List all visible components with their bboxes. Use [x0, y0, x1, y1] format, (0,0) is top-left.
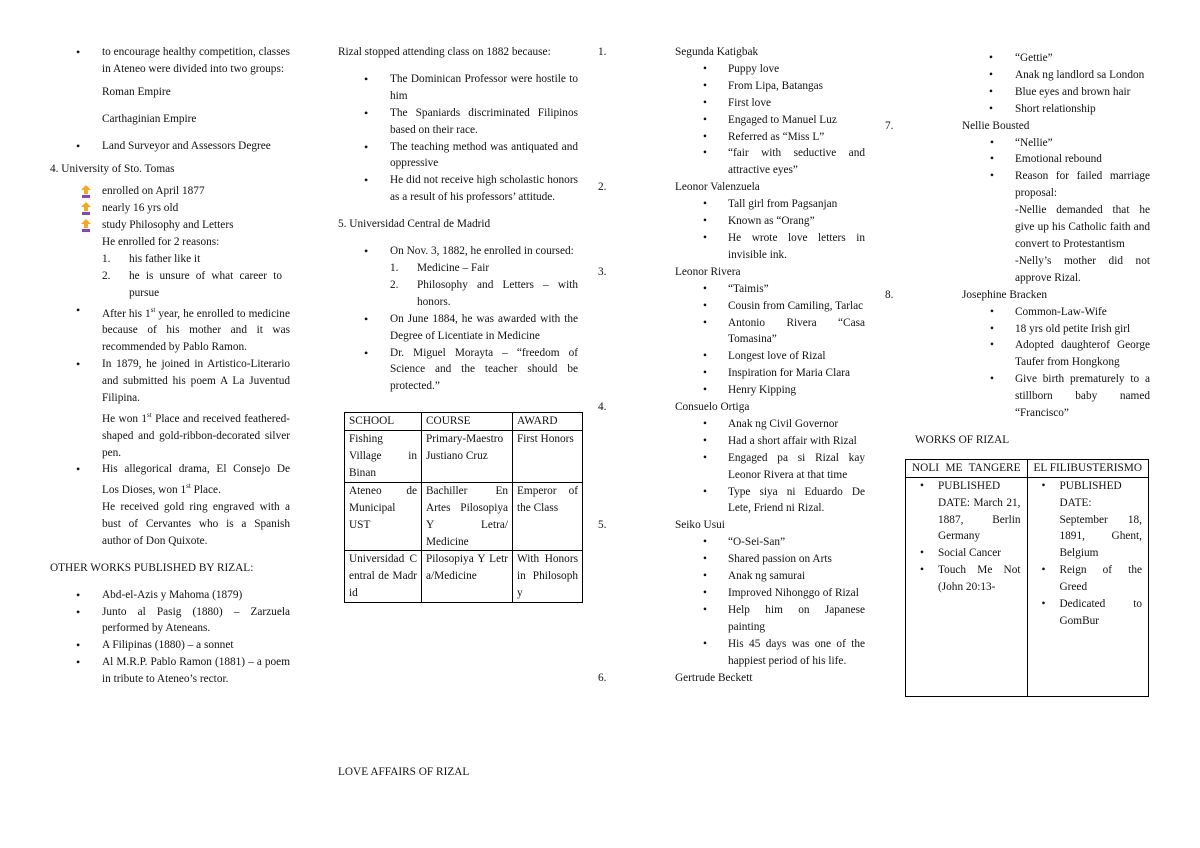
- affair-detail-item: • Cousin from Camiling, Tarlac: [650, 298, 865, 315]
- reason-text: he is unsure of what career to pursue: [129, 269, 282, 299]
- nellie-notes: [962, 202, 1150, 287]
- affair-detail-item: • Shared passion on Arts: [650, 551, 865, 568]
- affair-detail-item: • Short relationship: [905, 101, 1150, 118]
- arrow-star-icon: [80, 185, 92, 198]
- reason-item: [102, 251, 290, 268]
- noli-item: • PUBLISHED DATE: March 21, 1887, Berlin Germany: [912, 478, 1021, 546]
- stopped-reason-text: The teaching method was antiquated and oppressive: [390, 140, 578, 170]
- ust-star-text: enrolled on April 1877: [102, 185, 205, 198]
- affair-name: Consuelo Ortiga: [675, 401, 750, 414]
- column-4: [885, 50, 1150, 697]
- header-cell: AWARD: [513, 413, 583, 431]
- madrid-course: [390, 260, 578, 277]
- ring-award: He received gold ring engraved with a bust of Cervantes who is a Spanish author of Don Quixote.: [102, 501, 290, 547]
- reason-num: 2.: [102, 269, 111, 282]
- affair-item: 1. Segunda Katigbak • Puppy love • From Lipa, Batangas • First love • Engaged to Manuel Luz • Referred as “Miss L” • “fair with seductive and attractive eyes”: [650, 44, 865, 179]
- ateneo-list-degree: [50, 138, 290, 155]
- reasons-intro: He enrolled for 2 reasons:: [102, 236, 220, 249]
- affair-detail-item: • “Gettie”: [905, 50, 1150, 67]
- consejo-a: His allegorical drama, El Consejo De Los Dioses, won 1: [102, 463, 290, 497]
- affair-detail-item: • “O-Sei-San”: [650, 534, 865, 551]
- affair-detail-item: • From Lipa, Batangas: [650, 78, 865, 95]
- gertrude-details: [905, 50, 1150, 118]
- table-cell: Universidad Central de Madrid: [345, 551, 422, 603]
- affair-details: [650, 534, 865, 669]
- other-works-list: [50, 587, 290, 688]
- noli-item: • Social Cancer: [912, 545, 1021, 562]
- affair-detail-item: • Blue eyes and brown hair: [905, 84, 1150, 101]
- morayta-bullet: [338, 345, 578, 396]
- ust-star-list: [50, 183, 290, 234]
- affair-name: Leonor Valenzuela: [675, 181, 760, 194]
- nellie-note: -Nelly’s mother did not approve Rizal.: [1015, 254, 1150, 284]
- table-row: [345, 551, 583, 603]
- stopped-reason-text: The Dominican Professor were hostile to him: [390, 72, 578, 102]
- works-heading: WORKS OF RIZAL: [915, 433, 1010, 446]
- reasons-list: [50, 251, 290, 302]
- morayta-text: Dr. Miguel Morayta – “freedom of Science and the teacher should be protected.”: [390, 346, 578, 393]
- ust-star-text: nearly 16 yrs old: [102, 202, 179, 215]
- artistico-text: In 1879, he joined in Artistico-Literario and submitted his poem A La Juventud Filipina.: [102, 358, 290, 405]
- works-header-cell: EL FILIBUSTERISMO: [1027, 459, 1149, 477]
- other-work-text: Al M.R.P. Pablo Ramon (1881) – a poem in tribute to Ateneo’s rector.: [102, 656, 290, 686]
- love-affairs-list: [598, 44, 865, 686]
- ust-bullets: [50, 302, 290, 407]
- affair-detail-item: • Longest love of Rizal: [650, 348, 865, 365]
- ust-star-item: [50, 183, 290, 200]
- artistico-bullet: [50, 356, 290, 407]
- ust-star-text: study Philosophy and Letters: [102, 219, 234, 232]
- madrid-course-text: Philosophy and Letters – with honors.: [417, 278, 578, 308]
- table-cell: Fishing Village in Binan: [345, 431, 422, 483]
- consejo-sup: st: [186, 482, 191, 491]
- header-cell: COURSE: [422, 413, 513, 431]
- love-affairs-list-cont: [885, 118, 1150, 422]
- stopped-intro: Rizal stopped attending class on 1882 because:: [338, 46, 551, 58]
- other-work-text: Junto al Pasig (1880) – Zarzuela performed by Ateneans.: [102, 605, 290, 635]
- affair-detail-item: • First love: [650, 95, 865, 112]
- column-2: [338, 44, 578, 778]
- header-cell: SCHOOL: [345, 413, 422, 431]
- reason-num: 1.: [102, 253, 111, 266]
- arrow-star-icon: [80, 202, 92, 215]
- ust-star-item: [50, 217, 290, 234]
- affair-item: 5. Seiko Usui • “O-Sei-San” • Shared passion on Arts • Anak ng samurai • Improved Nihonggo of Rizal • Help him on Japanese painting • His 45 days was one of the happiest period of his life.: [650, 517, 865, 669]
- ateneo-list-top: [50, 44, 290, 78]
- affair-detail-item: • “Nellie”: [937, 135, 1150, 152]
- affair-detail-item: • Engaged to Manuel Luz: [650, 112, 865, 129]
- affair-details: [937, 304, 1150, 422]
- affair-detail-item: • Common-Law-Wife: [937, 304, 1150, 321]
- medicine-text-b: year, he enrolled to medicine because of his mother and it was recommended by Pablo Ramon.: [102, 307, 290, 354]
- affair-detail-item: • Reason for failed marriage proposal:: [937, 168, 1150, 202]
- affair-name: Nellie Bousted: [962, 119, 1030, 132]
- stopped-reason: [338, 139, 578, 173]
- pen-award-sup: st: [147, 410, 152, 419]
- other-work-item: [50, 604, 290, 638]
- noli-item: • Touch Me Not (John 20:13-: [912, 562, 1021, 596]
- reason-text: his father like it: [129, 253, 201, 266]
- madrid-course-num: 1.: [390, 261, 399, 274]
- affair-detail-item: • Known as “Orang”: [650, 213, 865, 230]
- affair-detail-item: • Improved Nihonggo of Rizal: [650, 585, 865, 602]
- group-roman: Roman Empire: [102, 85, 171, 98]
- works-table: [905, 459, 1149, 697]
- affair-detail-item: • Anak ng Civil Governor: [650, 416, 865, 433]
- affair-details: [650, 416, 865, 517]
- madrid-degree-text: On June 1884, he was awarded with the Degree of Licentiate in Medicine: [390, 312, 578, 342]
- noli-details: [912, 478, 1021, 596]
- fili-item: • Reign of the Greed: [1034, 562, 1143, 596]
- affair-detail-item: • Help him on Japanese painting: [650, 602, 865, 636]
- affair-detail-item: • Had a short affair with Rizal: [650, 433, 865, 450]
- other-work-text: Abd-el-Azis y Mahoma (1879): [102, 588, 243, 601]
- other-work-item: [50, 587, 290, 604]
- fili-item: • Dedicated to GomBur: [1034, 596, 1143, 630]
- ateneo-bullet-groups-text: to encourage healthy competition, classes in Ateneo were divided into two groups:: [102, 46, 290, 75]
- medicine-bullet: [50, 302, 290, 356]
- affair-details: [650, 61, 865, 179]
- affair-detail-item: • He wrote love letters in invisible ink.: [650, 230, 865, 264]
- affair-detail-item: • Inspiration for Maria Clara: [650, 365, 865, 382]
- affair-item: 4. Consuelo Ortiga • Anak ng Civil Governor • Had a short affair with Rizal • Engaged pa si Rizal kay Leonor Rivera at that time • Type siya ni Eduardo De Lete, Friend ni Rizal.: [650, 399, 865, 517]
- madrid-list: [338, 243, 578, 395]
- works-header-cell: NOLI ME TANGERE: [906, 459, 1028, 477]
- madrid-enroll-bullet: [338, 243, 578, 311]
- affair-nellie: 7. Nellie Bousted • “Nellie” • Emotional rebound • Reason for failed marriage proposal: -Nellie demanded that he give up his Catholic faith and convert to Protestantism -Nelly’s mother did not approve Rizal.: [937, 118, 1150, 287]
- fili-item: • PUBLISHED DATE: September 18, 1891, Ghent, Belgium: [1034, 478, 1143, 563]
- affair-details: [650, 196, 865, 264]
- other-works-heading: OTHER WORKS PUBLISHED BY RIZAL:: [50, 561, 254, 574]
- table-row: [345, 482, 583, 551]
- affair-detail-item: • His 45 days was one of the happiest period of his life.: [650, 636, 865, 670]
- medicine-sup: st: [150, 305, 156, 314]
- affair-name: Josephine Bracken: [962, 288, 1048, 301]
- ust-star-item: [50, 200, 290, 217]
- affair-detail-item: • Give birth prematurely to a stillborn baby named “Francisco”: [937, 371, 1150, 422]
- madrid-enroll-text: On Nov. 3, 1882, he enrolled in coursed:: [390, 245, 574, 258]
- ateneo-bullet-degree-text: Land Surveyor and Assessors Degree: [102, 139, 271, 152]
- stopped-reason: [338, 105, 578, 139]
- madrid-course: [390, 277, 578, 311]
- column-1: [50, 44, 290, 688]
- other-work-item: [50, 637, 290, 654]
- table-row: [345, 431, 583, 483]
- table-cell: Bachiller En Artes Pilosopiya Y Letra/ Medicine: [422, 482, 513, 551]
- affair-detail-item: • Tall girl from Pagsanjan: [650, 196, 865, 213]
- table-cell: Emperor of the Class: [513, 482, 583, 551]
- love-affairs-heading: LOVE AFFAIRS OF RIZAL: [338, 766, 470, 778]
- school-table-header: [345, 413, 583, 431]
- pen-award-b: Place and received feathered-shaped and gold-ribbon-decorated silver pen.: [102, 412, 290, 459]
- affair-detail-item: • Emotional rebound: [937, 151, 1150, 168]
- affair-detail-item: • Type siya ni Eduardo De Lete, Friend ni Rizal.: [650, 484, 865, 518]
- affair-detail-item: • “Taimis”: [650, 281, 865, 298]
- affair-detail-item: • “fair with seductive and attractive eyes”: [650, 145, 865, 179]
- ateneo-bullet-degree: [50, 138, 290, 155]
- ust-heading: 4. University of Sto. Tomas: [50, 162, 175, 175]
- madrid-course-num: 2.: [390, 278, 399, 291]
- stopped-reason: [338, 172, 578, 206]
- affair-details: [937, 135, 1150, 203]
- table-cell: First Honors: [513, 431, 583, 483]
- madrid-heading: 5. Universidad Central de Madrid: [338, 218, 491, 231]
- table-cell: Pilosopiya Y Letra/Medicine: [422, 551, 513, 603]
- reason-item: [102, 268, 290, 302]
- affair-detail-item: • Referred as “Miss L”: [650, 129, 865, 146]
- table-cell: With Honors in Philosophy: [513, 551, 583, 603]
- medicine-text-a: After his 1: [102, 307, 151, 320]
- column-3: [598, 44, 865, 686]
- table-cell: Ateneo de Municipal UST: [345, 482, 422, 551]
- madrid-degree-bullet: [338, 311, 578, 345]
- works-table-row: [906, 477, 1149, 696]
- affair-detail-item: • 18 yrs old petite Irish girl: [937, 321, 1150, 338]
- affair-name: Leonor Rivera: [675, 265, 741, 278]
- affair-detail-item: • Antonio Rivera “Casa Tomasina”: [650, 315, 865, 349]
- affair-josephine: 8. Josephine Bracken • Common-Law-Wife • 18 yrs old petite Irish girl • Adopted daughterof George Taufer from Hongkong • Give birth prematurely to a stillborn baby named “Francisco”: [937, 287, 1150, 422]
- school-table: [344, 412, 583, 603]
- ateneo-bullet-groups: [50, 44, 290, 78]
- consejo-b: Place.: [190, 484, 221, 497]
- consejo-bullet: [50, 461, 290, 499]
- affair-detail-item: • Anak ng landlord sa London: [905, 67, 1150, 84]
- pen-award: [50, 407, 290, 461]
- consejo-list: [50, 461, 290, 499]
- table-cell: Primary-Maestro Justiano Cruz: [422, 431, 513, 483]
- affair-detail-item: • Henry Kipping: [650, 382, 865, 399]
- affair-name: Gertrude Beckett: [675, 671, 753, 684]
- stopped-reason: [338, 71, 578, 105]
- affair-details: [650, 281, 865, 399]
- madrid-course-text: Medicine – Fair: [417, 261, 490, 274]
- affair-item: 6. Gertrude Beckett: [598, 671, 753, 684]
- nellie-note: -Nellie demanded that he give up his Catholic faith and convert to Protestantism: [1015, 204, 1150, 250]
- stopped-reasons-list: [338, 71, 578, 206]
- pen-award-a: He won 1: [102, 412, 148, 425]
- fili-details: [1034, 478, 1143, 630]
- stopped-reason-text: The Spaniards discriminated Filipinos based on their race.: [390, 106, 578, 136]
- stopped-reason-text: He did not receive high scholastic honors as a result of his professors’ attitude.: [390, 174, 578, 204]
- affair-name: Segunda Katigbak: [675, 46, 759, 58]
- madrid-courses: [390, 260, 578, 311]
- affair-detail-item: • Adopted daughterof George Taufer from Hongkong: [937, 337, 1150, 371]
- affair-item: 3. Leonor Rivera • “Taimis” • Cousin from Camiling, Tarlac • Antonio Rivera “Casa Tomasina” • Longest love of Rizal • Inspiration for Maria Clara • Henry Kipping: [650, 264, 865, 399]
- affair-name: Seiko Usui: [675, 519, 725, 532]
- affair-detail-item: • Puppy love: [650, 61, 865, 78]
- affair-detail-item: • Engaged pa si Rizal kay Leonor Rivera at that time: [650, 450, 865, 484]
- affair-detail-item: • Anak ng samurai: [650, 568, 865, 585]
- other-work-text: A Filipinas (1880) – a sonnet: [102, 639, 234, 652]
- affair-item: 2. Leonor Valenzuela • Tall girl from Pagsanjan • Known as “Orang” • He wrote love letters in invisible ink.: [650, 179, 865, 264]
- arrow-star-icon: [80, 219, 92, 232]
- group-carthaginian: Carthaginian Empire: [102, 112, 197, 125]
- works-table-header: [906, 459, 1149, 477]
- other-work-item: [50, 654, 290, 688]
